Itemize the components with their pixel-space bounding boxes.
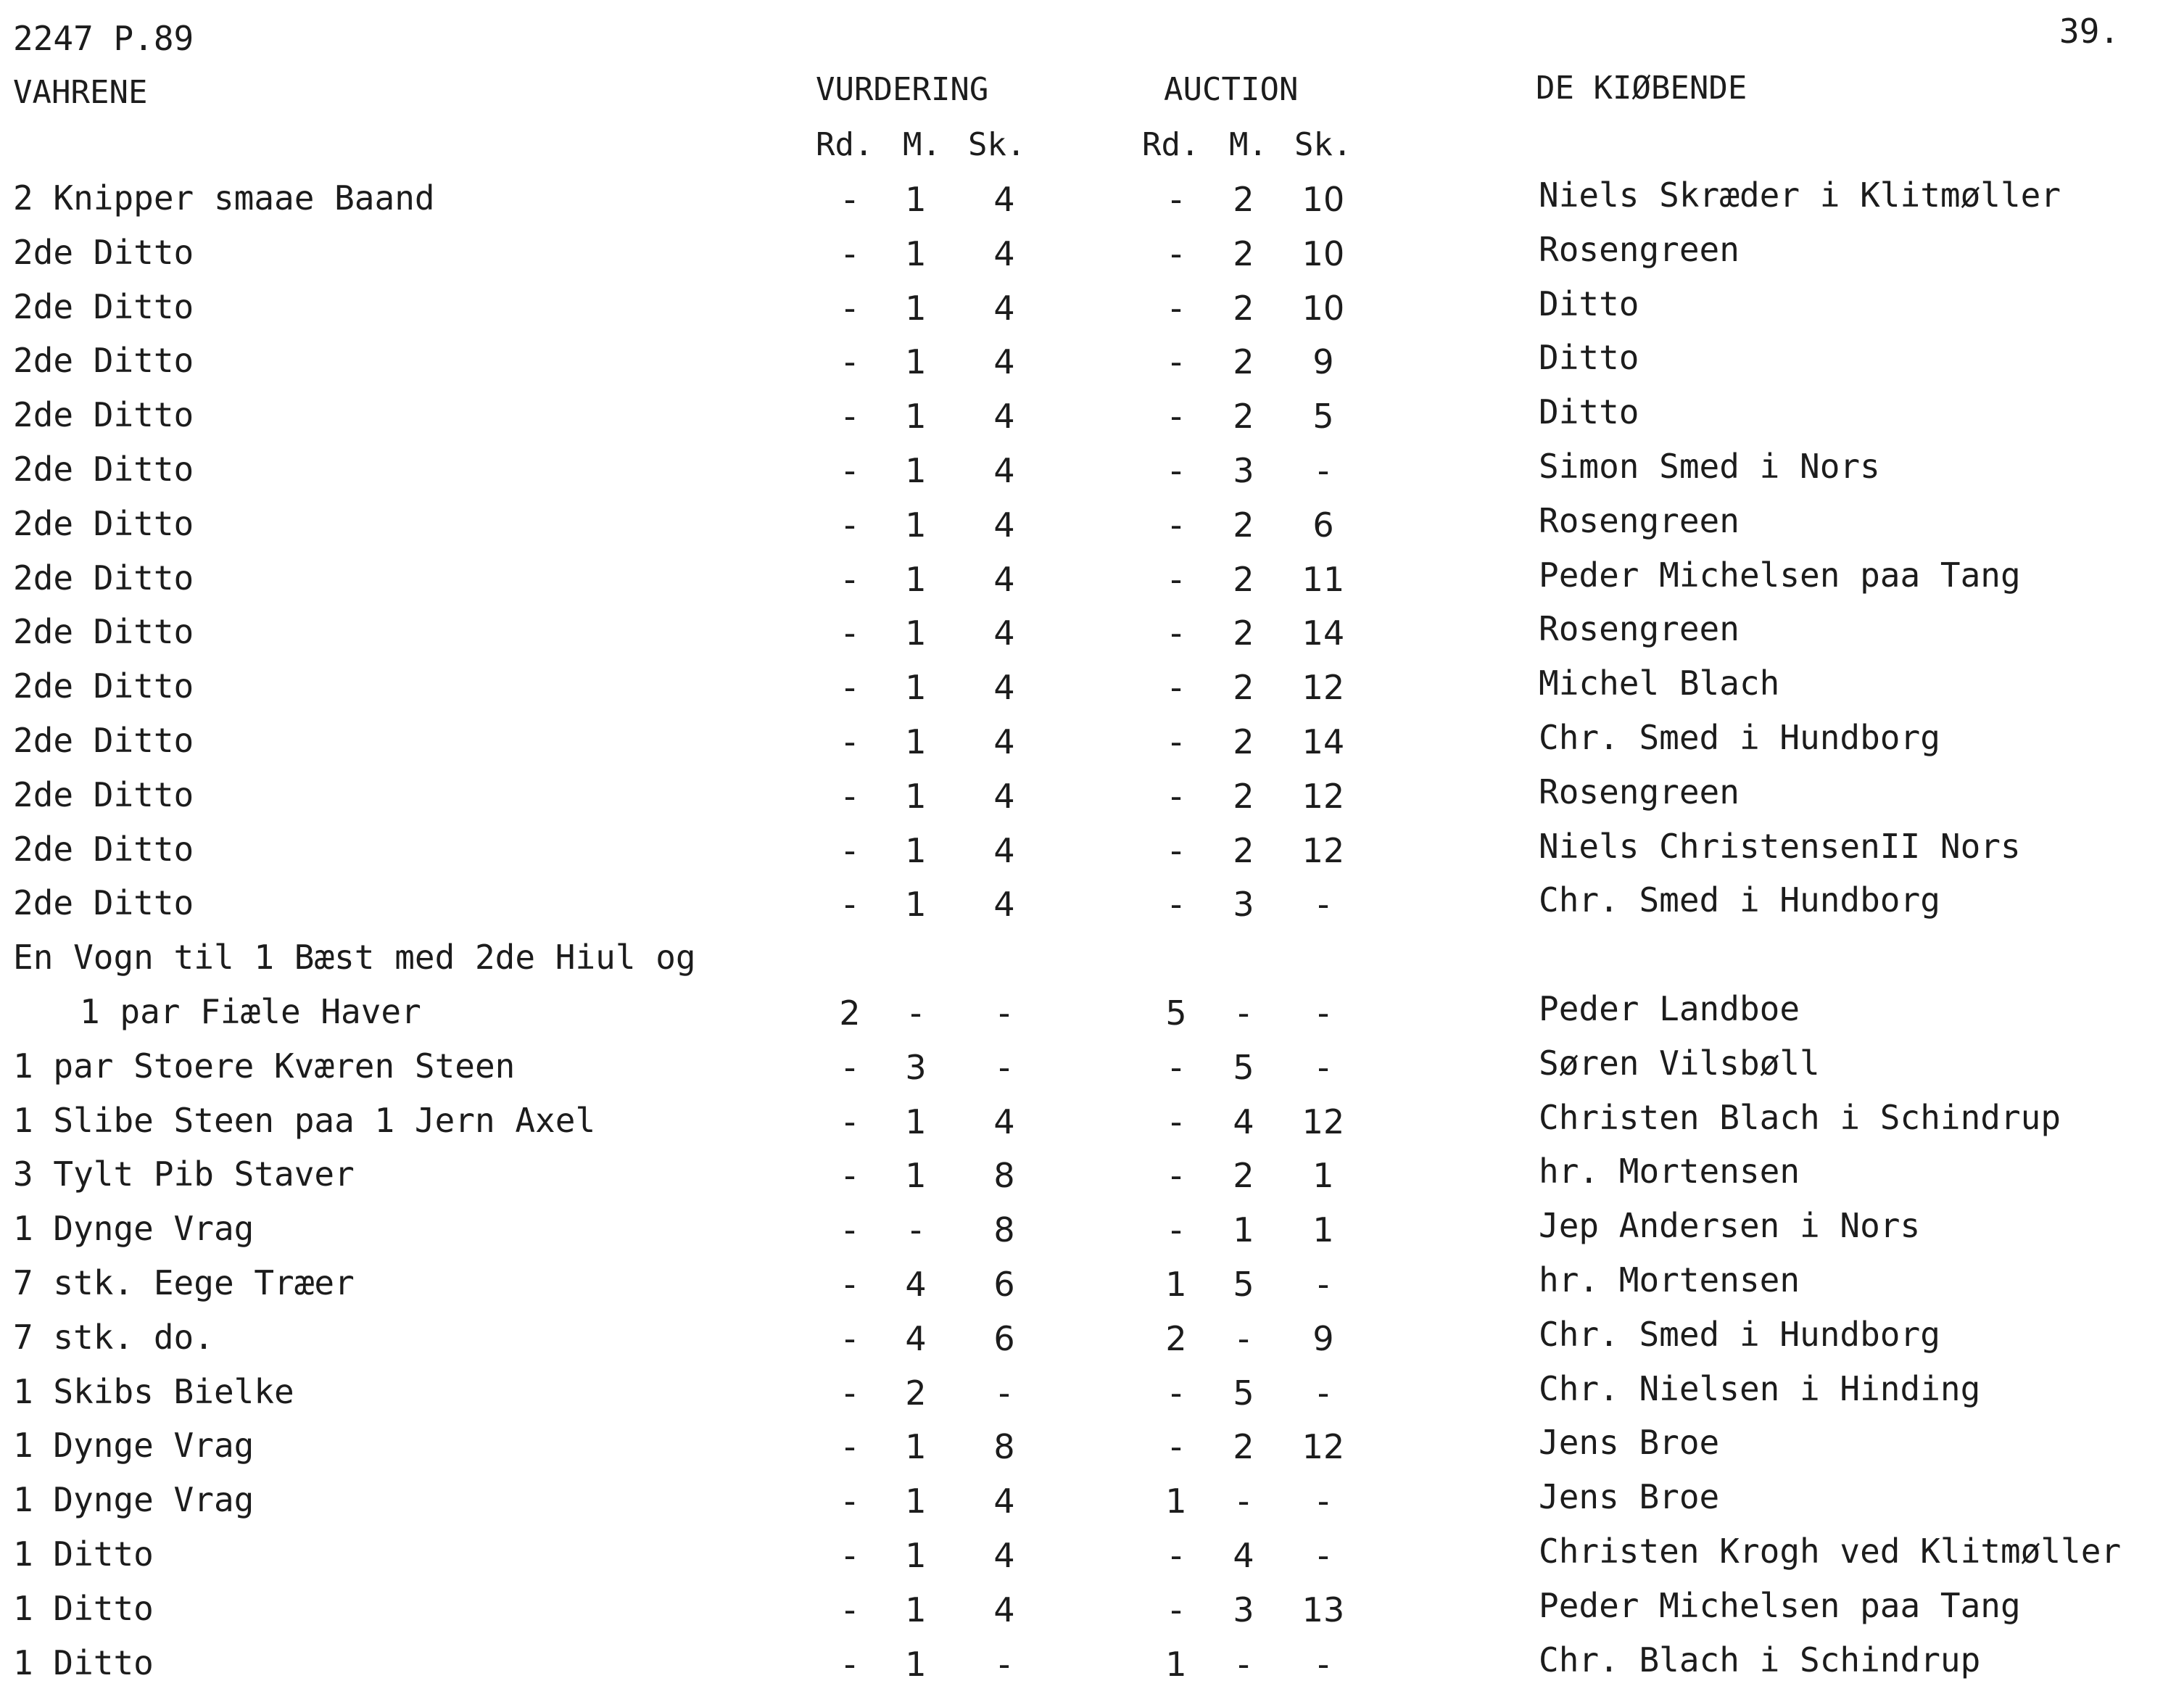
cell-valuation-sk: 6 <box>993 1265 1015 1304</box>
cell-auction-m: 2 <box>1233 234 1254 273</box>
cell-auction-rd: 1 <box>1165 1265 1187 1304</box>
page-number: 39. <box>2059 12 2120 51</box>
row-buyer: Ditto <box>1539 284 1639 323</box>
row-item: 2de Ditto <box>13 830 194 869</box>
cell-auction-sk: 1 <box>1312 1210 1334 1249</box>
cell-valuation-m: 1 <box>905 668 927 707</box>
cell-auction-rd: - <box>1170 180 1183 219</box>
sub-auction-sk: Sk. <box>1294 126 1352 163</box>
row-buyer: Chr. Blach i Schindrup <box>1539 1640 1981 1679</box>
cell-auction-m: 3 <box>1233 1590 1254 1629</box>
cell-auction-rd: - <box>1170 885 1183 924</box>
cell-valuation-rd: - <box>843 722 856 761</box>
cell-auction-rd: - <box>1170 1048 1183 1087</box>
cell-valuation-m: 1 <box>905 289 927 328</box>
cell-auction-rd: - <box>1170 1427 1183 1466</box>
header-buyers: DE KIØBENDE <box>1536 70 1747 107</box>
cell-auction-rd: 2 <box>1165 1319 1187 1358</box>
cell-auction-m: 2 <box>1233 722 1254 761</box>
cell-valuation-sk: 6 <box>993 1319 1015 1358</box>
cell-valuation-m: 4 <box>905 1319 927 1358</box>
cell-valuation-sk: 4 <box>993 668 1015 707</box>
cell-auction-rd: 1 <box>1165 1645 1187 1684</box>
cell-valuation-m: 1 <box>905 560 927 599</box>
cell-valuation-rd: - <box>843 560 856 599</box>
row-buyer: Christen Blach i Schindrup <box>1539 1098 2061 1137</box>
sub-valuation-sk: Sk. <box>968 126 1026 163</box>
row-item: En Vogn til 1 Bæst med 2de Hiul og <box>13 938 696 977</box>
cell-auction-rd: - <box>1170 613 1183 653</box>
cell-valuation-m: 1 <box>905 397 927 436</box>
cell-auction-m: - <box>1237 1482 1250 1521</box>
cell-auction-sk: 12 <box>1302 831 1345 870</box>
cell-valuation-rd: - <box>843 1373 856 1413</box>
cell-valuation-m: 1 <box>905 1536 927 1575</box>
cell-valuation-sk: 4 <box>993 885 1015 924</box>
cell-auction-sk: - <box>1317 885 1330 924</box>
cell-valuation-m: 1 <box>905 831 927 870</box>
cell-auction-sk: 14 <box>1302 613 1345 653</box>
archive-reference: 2247 P.89 <box>13 19 194 58</box>
cell-auction-m: 4 <box>1233 1536 1254 1575</box>
cell-valuation-sk: 4 <box>993 1102 1015 1141</box>
cell-auction-sk: 5 <box>1312 397 1334 436</box>
row-item: 2de Ditto <box>13 450 194 489</box>
cell-auction-sk: - <box>1317 1373 1330 1413</box>
cell-auction-m: 2 <box>1233 613 1254 653</box>
cell-valuation-m: - <box>909 1210 922 1249</box>
cell-auction-sk: - <box>1317 1645 1330 1684</box>
row-item: 2de Ditto <box>13 775 194 814</box>
row-buyer: Peder Landboe <box>1539 989 1800 1028</box>
cell-auction-rd: - <box>1170 777 1183 816</box>
cell-valuation-m: 1 <box>905 722 927 761</box>
cell-valuation-m: 1 <box>905 1156 927 1195</box>
cell-valuation-rd: - <box>843 1156 856 1195</box>
cell-auction-m: 5 <box>1233 1373 1254 1413</box>
row-item: 1 Dynge Vrag <box>13 1209 255 1248</box>
cell-auction-m: 5 <box>1233 1265 1254 1304</box>
cell-auction-m: 2 <box>1233 777 1254 816</box>
row-buyer: Jep Andersen i Nors <box>1539 1206 1921 1245</box>
cell-auction-rd: 5 <box>1165 993 1187 1033</box>
cell-auction-m: 2 <box>1233 180 1254 219</box>
cell-valuation-m: 1 <box>905 1482 927 1521</box>
cell-auction-sk: 12 <box>1302 1102 1345 1141</box>
cell-auction-rd: - <box>1170 289 1183 328</box>
cell-valuation-rd: - <box>843 1048 856 1087</box>
cell-valuation-rd: - <box>843 1427 856 1466</box>
cell-auction-m: 2 <box>1233 342 1254 381</box>
row-buyer: Jens Broe <box>1539 1477 1720 1516</box>
row-item: 3 Tylt Pib Staver <box>13 1154 355 1194</box>
cell-auction-rd: - <box>1170 1210 1183 1249</box>
cell-auction-rd: - <box>1170 1102 1183 1141</box>
cell-valuation-rd: - <box>843 289 856 328</box>
cell-valuation-sk: - <box>998 1048 1011 1087</box>
cell-auction-m: 5 <box>1233 1048 1254 1087</box>
cell-auction-sk: 11 <box>1302 560 1345 599</box>
row-item: 1 Skibs Bielke <box>13 1372 294 1411</box>
cell-valuation-sk: 4 <box>993 342 1015 381</box>
cell-auction-sk: 14 <box>1302 722 1345 761</box>
cell-valuation-sk: 4 <box>993 777 1015 816</box>
cell-valuation-sk: 4 <box>993 613 1015 653</box>
cell-auction-m: 2 <box>1233 560 1254 599</box>
cell-auction-sk: - <box>1317 1265 1330 1304</box>
cell-valuation-sk: 8 <box>993 1427 1015 1466</box>
row-buyer: Chr. Nielsen i Hinding <box>1539 1369 1981 1408</box>
row-item: 2de Ditto <box>13 612 194 651</box>
row-buyer: Chr. Smed i Hundborg <box>1539 880 1940 920</box>
row-buyer: Ditto <box>1539 338 1639 377</box>
row-item: 2de Ditto <box>13 233 194 272</box>
cell-auction-sk: 10 <box>1302 234 1345 273</box>
cell-valuation-rd: - <box>843 831 856 870</box>
cell-valuation-m: 1 <box>905 1427 927 1466</box>
cell-valuation-rd: 2 <box>839 993 861 1033</box>
cell-valuation-rd: - <box>843 1590 856 1629</box>
row-buyer: Niels ChristensenII Nors <box>1539 827 2021 866</box>
row-buyer: Chr. Smed i Hundborg <box>1539 718 1940 757</box>
cell-valuation-m: 4 <box>905 1265 927 1304</box>
row-buyer: hr. Mortensen <box>1539 1260 1800 1300</box>
cell-auction-rd: - <box>1170 560 1183 599</box>
cell-valuation-sk: - <box>998 1645 1011 1684</box>
row-item: 2de Ditto <box>13 558 194 598</box>
row-item: 7 stk. Eege Træer <box>13 1263 355 1302</box>
cell-valuation-m: 1 <box>905 1590 927 1629</box>
cell-valuation-sk: 4 <box>993 722 1015 761</box>
cell-valuation-sk: 8 <box>993 1156 1015 1195</box>
cell-auction-sk: - <box>1317 1048 1330 1087</box>
cell-valuation-sk: 4 <box>993 289 1015 328</box>
cell-valuation-m: 1 <box>905 342 927 381</box>
cell-valuation-rd: - <box>843 1536 856 1575</box>
cell-valuation-sk: 4 <box>993 1590 1015 1629</box>
row-buyer: Jens Broe <box>1539 1423 1720 1462</box>
cell-valuation-rd: - <box>843 451 856 490</box>
cell-auction-m: 2 <box>1233 831 1254 870</box>
cell-auction-m: 2 <box>1233 1156 1254 1195</box>
cell-valuation-sk: 4 <box>993 180 1015 219</box>
header-auction: AUCTION <box>1164 71 1299 108</box>
cell-valuation-m: 3 <box>905 1048 927 1087</box>
cell-valuation-rd: - <box>843 1265 856 1304</box>
cell-valuation-rd: - <box>843 885 856 924</box>
row-item: 1 Dynge Vrag <box>13 1426 255 1465</box>
cell-auction-sk: 10 <box>1302 180 1345 219</box>
row-buyer: Rosengreen <box>1539 230 1740 269</box>
cell-auction-rd: - <box>1170 1373 1183 1413</box>
cell-auction-m: 2 <box>1233 397 1254 436</box>
cell-auction-sk: 12 <box>1302 777 1345 816</box>
cell-auction-sk: 9 <box>1312 342 1334 381</box>
row-buyer: Rosengreen <box>1539 772 1740 811</box>
row-buyer: Niels Skræder i Klitmøller <box>1539 175 2061 215</box>
row-item: 7 stk. do. <box>13 1318 214 1357</box>
cell-valuation-m: 1 <box>905 885 927 924</box>
cell-auction-m: 2 <box>1233 289 1254 328</box>
cell-valuation-rd: - <box>843 234 856 273</box>
cell-valuation-m: 1 <box>905 1645 927 1684</box>
cell-valuation-sk: - <box>998 1373 1011 1413</box>
row-item: 2 Knipper smaae Baand <box>13 178 435 218</box>
header-valuation: VURDERING <box>816 71 989 108</box>
row-item: 1 par Stoere Kværen Steen <box>13 1046 516 1086</box>
row-buyer: Rosengreen <box>1539 501 1740 540</box>
cell-auction-rd: - <box>1170 451 1183 490</box>
row-item: 2de Ditto <box>13 395 194 434</box>
row-item: 2de Ditto <box>13 287 194 326</box>
cell-valuation-sk: 4 <box>993 1482 1015 1521</box>
cell-valuation-sk: 8 <box>993 1210 1015 1249</box>
cell-auction-m: 1 <box>1233 1210 1254 1249</box>
cell-auction-rd: - <box>1170 1156 1183 1195</box>
cell-valuation-sk: 4 <box>993 831 1015 870</box>
cell-auction-rd: - <box>1170 1536 1183 1575</box>
cell-valuation-m: 2 <box>905 1373 927 1413</box>
header-goods: VAHRENE <box>13 74 148 111</box>
row-buyer: Christen Krogh ved Klitmøller <box>1539 1532 2122 1571</box>
row-item: 1 Dynge Vrag <box>13 1480 255 1519</box>
cell-valuation-m: 1 <box>905 234 927 273</box>
cell-auction-sk: - <box>1317 1536 1330 1575</box>
cell-valuation-rd: - <box>843 397 856 436</box>
cell-valuation-rd: - <box>843 668 856 707</box>
cell-valuation-m: 1 <box>905 1102 927 1141</box>
cell-valuation-m: - <box>909 993 922 1033</box>
cell-auction-m: - <box>1237 993 1250 1033</box>
row-item: 1 Slibe Steen paa 1 Jern Axel <box>13 1101 596 1140</box>
row-buyer: Simon Smed i Nors <box>1539 447 1880 486</box>
cell-valuation-rd: - <box>843 1645 856 1684</box>
cell-valuation-sk: 4 <box>993 505 1015 545</box>
row-buyer: Michel Blach <box>1539 664 1780 703</box>
cell-auction-m: - <box>1237 1645 1250 1684</box>
cell-auction-rd: - <box>1170 234 1183 273</box>
row-item: 2de Ditto <box>13 341 194 380</box>
cell-auction-sk: - <box>1317 1482 1330 1521</box>
cell-auction-sk: 6 <box>1312 505 1334 545</box>
cell-auction-sk: 13 <box>1302 1590 1345 1629</box>
cell-valuation-m: 1 <box>905 777 927 816</box>
row-item: 2de Ditto <box>13 504 194 543</box>
cell-auction-rd: - <box>1170 342 1183 381</box>
cell-valuation-rd: - <box>843 180 856 219</box>
cell-auction-m: 3 <box>1233 451 1254 490</box>
cell-auction-m: 2 <box>1233 668 1254 707</box>
cell-valuation-sk: 4 <box>993 451 1015 490</box>
row-buyer: Chr. Smed i Hundborg <box>1539 1315 1940 1354</box>
cell-valuation-rd: - <box>843 1210 856 1249</box>
cell-auction-sk: 12 <box>1302 1427 1345 1466</box>
cell-auction-rd: 1 <box>1165 1482 1187 1521</box>
cell-auction-rd: - <box>1170 722 1183 761</box>
cell-valuation-sk: - <box>998 993 1011 1033</box>
cell-auction-rd: - <box>1170 1590 1183 1629</box>
cell-auction-m: 3 <box>1233 885 1254 924</box>
cell-auction-rd: - <box>1170 668 1183 707</box>
row-item: 2de Ditto <box>13 883 194 922</box>
row-item: 1 Ditto <box>13 1589 154 1628</box>
cell-auction-sk: 10 <box>1302 289 1345 328</box>
cell-valuation-m: 1 <box>905 505 927 545</box>
row-item: 2de Ditto <box>13 666 194 706</box>
sub-valuation-m: M. <box>903 126 941 163</box>
cell-auction-m: 2 <box>1233 505 1254 545</box>
cell-valuation-m: 1 <box>905 613 927 653</box>
cell-valuation-rd: - <box>843 613 856 653</box>
cell-valuation-rd: - <box>843 1319 856 1358</box>
cell-auction-rd: - <box>1170 505 1183 545</box>
cell-valuation-m: 1 <box>905 180 927 219</box>
cell-valuation-m: 1 <box>905 451 927 490</box>
row-item: 1 par Fiæle Haver <box>80 992 421 1031</box>
sub-valuation-rd: Rd. <box>816 126 874 163</box>
cell-auction-sk: 9 <box>1312 1319 1334 1358</box>
cell-valuation-sk: 4 <box>993 397 1015 436</box>
row-buyer: Peder Michelsen paa Tang <box>1539 1586 2021 1625</box>
cell-auction-m: 4 <box>1233 1102 1254 1141</box>
cell-auction-sk: 12 <box>1302 668 1345 707</box>
cell-valuation-rd: - <box>843 1482 856 1521</box>
row-buyer: Peder Michelsen paa Tang <box>1539 555 2021 595</box>
cell-valuation-rd: - <box>843 1102 856 1141</box>
cell-auction-rd: - <box>1170 397 1183 436</box>
cell-auction-sk: - <box>1317 993 1330 1033</box>
cell-valuation-rd: - <box>843 505 856 545</box>
row-buyer: Søren Vilsbøll <box>1539 1044 1820 1083</box>
cell-auction-sk: 1 <box>1312 1156 1334 1195</box>
row-buyer: Rosengreen <box>1539 609 1740 648</box>
row-buyer: Ditto <box>1539 392 1639 431</box>
cell-valuation-sk: 4 <box>993 560 1015 599</box>
cell-valuation-sk: 4 <box>993 1536 1015 1575</box>
row-buyer: hr. Mortensen <box>1539 1152 1800 1191</box>
cell-auction-m: 2 <box>1233 1427 1254 1466</box>
cell-valuation-sk: 4 <box>993 234 1015 273</box>
row-item: 1 Ditto <box>13 1534 154 1574</box>
sub-auction-m: M. <box>1229 126 1267 163</box>
cell-valuation-rd: - <box>843 342 856 381</box>
sub-auction-rd: Rd. <box>1142 126 1200 163</box>
row-item: 2de Ditto <box>13 721 194 760</box>
row-item: 1 Ditto <box>13 1643 154 1682</box>
cell-auction-m: - <box>1237 1319 1250 1358</box>
cell-auction-sk: - <box>1317 451 1330 490</box>
cell-auction-rd: - <box>1170 831 1183 870</box>
cell-valuation-rd: - <box>843 777 856 816</box>
